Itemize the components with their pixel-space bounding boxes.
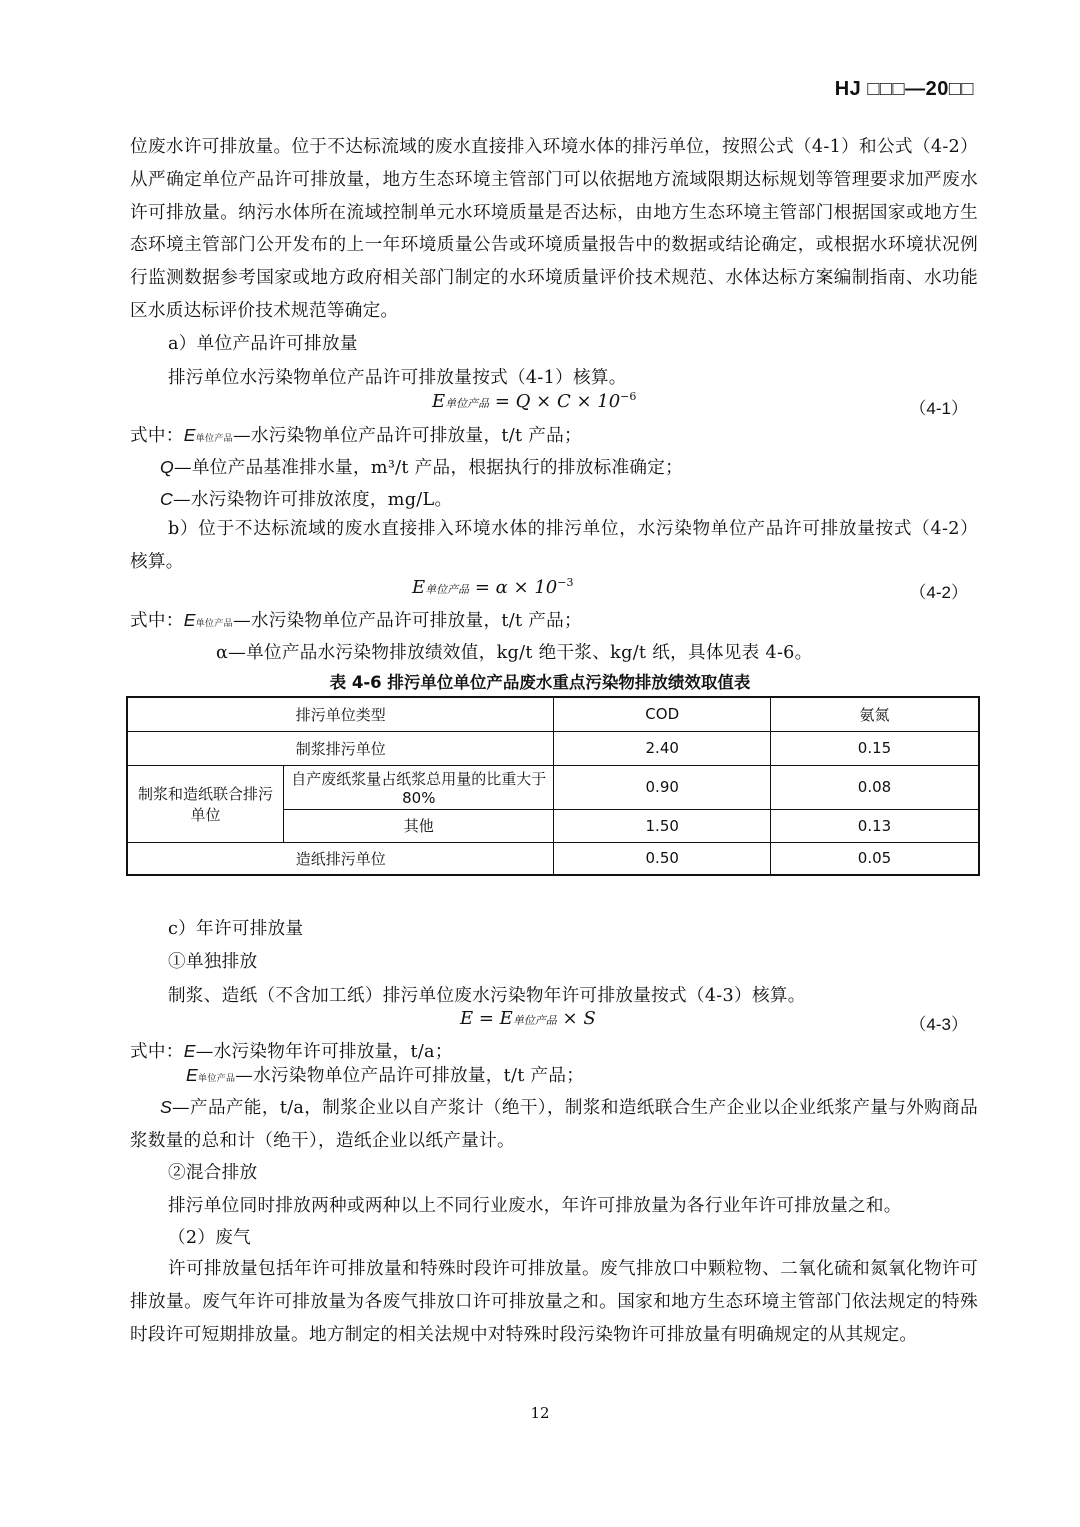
where-c: C—水污染物许可排放浓度，mg/L。	[160, 489, 453, 510]
formula-number-4-3: （4-3）	[909, 1015, 968, 1034]
formula-number-4-1: （4-1）	[909, 399, 968, 418]
where2-e-unit: 式中：E单位产品—水污染物单位产品许可排放量，t/t 产品；	[130, 610, 582, 631]
header-ammonia: 氨氮	[770, 697, 979, 731]
section-a-text: 排污单位水污染物单位产品许可排放量按式（4-1）核算。	[168, 368, 627, 388]
where3-e-unit: E单位产品—水污染物单位产品许可排放量，t/t 产品；	[186, 1065, 585, 1086]
header-unit-type: 排污单位类型	[127, 697, 554, 731]
cell-subtype: 自产废纸浆量占纸浆总用量的比重大于 80%	[284, 765, 554, 809]
cell-cod: 1.50	[554, 809, 771, 842]
where3-e-annual: 式中：E—水污染物年许可排放量，t/a；	[130, 1041, 453, 1062]
cell-cod: 2.40	[554, 731, 771, 765]
section-b-text: b）位于不达标流域的废水直接排入环境水体的排污单位，水污染物单位产品许可排放量按式（4-2）核算。	[130, 519, 978, 572]
table-row	[127, 731, 979, 765]
cell-ammonia: 0.05	[770, 842, 979, 875]
cell-ammonia: 0.13	[770, 809, 979, 842]
section-c2-title: ②混合排放	[168, 1163, 258, 1183]
where2-alpha: α—单位产品水污染物排放绩效值，kg/t 绝干浆、kg/t 纸，具体见表 4-6。	[216, 643, 813, 663]
cell-cod: 0.90	[554, 765, 771, 809]
table-row	[127, 842, 979, 875]
where3-s: S—产品产能，t/a，制浆企业以自产浆计（绝干），制浆和造纸联合生产企业以企业纸浆产量与外购商品浆数量的总和计（绝干），造纸企业以纸产量计。	[130, 1097, 978, 1151]
table-caption: 表 4-6 排污单位单位产品废水重点污染物排放绩效取值表	[329, 673, 751, 692]
cell-subtype: 其他	[284, 809, 554, 842]
section-a-title: a）单位产品许可排放量	[168, 334, 358, 354]
cell-unit-type: 造纸排污单位	[127, 842, 554, 875]
page-number: 12	[530, 1404, 550, 1422]
where-q: Q—单位产品基准排水量，m³/t 产品，根据执行的排放标准确定；	[160, 457, 684, 478]
table-row	[127, 765, 979, 809]
cell-unit-type: 制浆排污单位	[127, 731, 554, 765]
formula-number-4-2: （4-2）	[909, 583, 968, 602]
emission-performance-table	[126, 696, 980, 876]
cell-ammonia: 0.15	[770, 731, 979, 765]
formula-4-3: E = E单位产品 × S	[460, 1008, 596, 1029]
formula-4-2: E单位产品 = $\alpha \times 10^{-3}$	[412, 576, 574, 598]
section-c1-title: ①单独排放	[168, 952, 258, 972]
section-c-title: c）年许可排放量	[168, 919, 304, 939]
section-c2-text: 排污单位同时排放两种或两种以上不同行业废水，年许可排放量为各行业年许可排放量之和。	[168, 1196, 902, 1216]
paragraph-intro: 位废水许可排放量。位于不达标流域的废水直接排入环境水体的排污单位，按照公式（4-1）和公式（4-2）从严确定单位产品许可排放量，地方生态环境主管部门可以依据地方流域限期达标规划等管理要求加严废水许可排放量。纳污水体所在流域控制单元水环境质量是否达标，由地方生态环境主管部门根据国家或地方生态环境主管部门公开发布的上一年环境质量公告或环境质量报告中的数据或结论确定，或根据水环境状况例行监测数据参考国家或地方政府相关部门制定的水环境质量评价技术规范、水体达标方案编制指南、水功能区水质达标评价技术规范等确定。	[130, 137, 978, 321]
cell-group-label: 制浆和造纸联合排污单位	[127, 765, 284, 842]
paragraph-gas: 许可排放量包括年许可排放量和特殊时段许可排放量。废气排放口中颗粒物、二氧化硫和氮氧化物许可排放量。废气年许可排放量为各废气排放口许可排放量之和。国家和地方生态环境主管部门依法规定的特殊时段许可短期排放量。地方制定的相关法规中对特殊时段污染物许可排放量有明确规定的从其规定。	[130, 1259, 978, 1345]
cell-ammonia: 0.08	[770, 765, 979, 809]
section-c1-text: 制浆、造纸（不含加工纸）排污单位废水污染物年许可排放量按式（4-3）核算。	[168, 986, 806, 1006]
cell-cod: 0.50	[554, 842, 771, 875]
header-cod: COD	[554, 697, 771, 731]
section-gas-title: （2）废气	[168, 1228, 252, 1248]
formula-4-1: E单位产品 = $Q \times C \times 10^{-6}$	[432, 390, 637, 412]
where-e-unit: 式中：E单位产品—水污染物单位产品许可排放量，t/t 产品；	[130, 425, 582, 446]
table-header-row	[127, 697, 979, 731]
standard-header: HJ □□□—20□□	[834, 78, 974, 100]
